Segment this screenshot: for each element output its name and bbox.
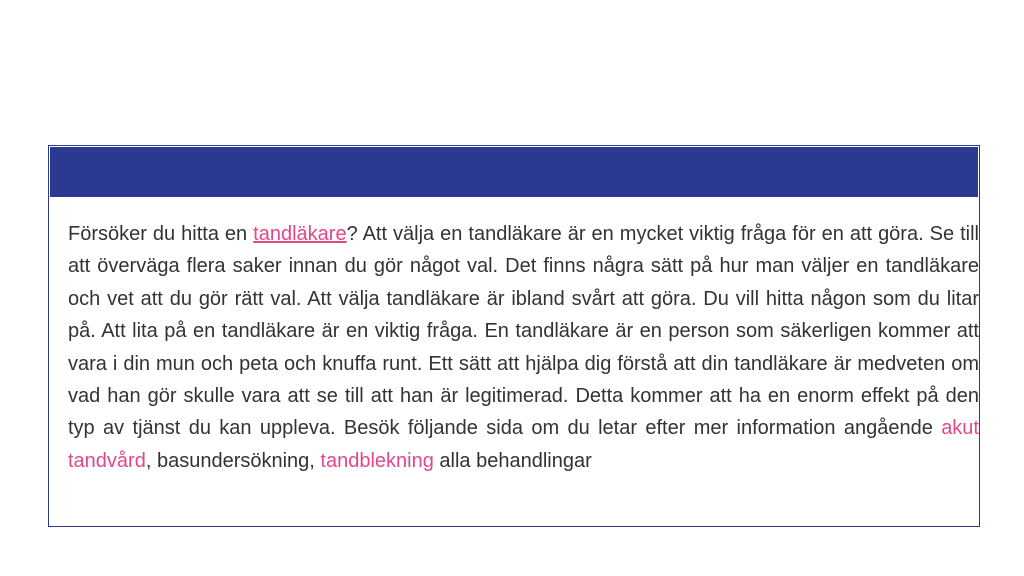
article-text-3: , basundersökning, [145, 449, 321, 472]
content-card [48, 145, 980, 527]
article-body [68, 218, 979, 477]
link-tandlakare[interactable]: tandläkare [253, 223, 347, 245]
link-tandblekning[interactable]: tandblekning [320, 449, 434, 472]
article-text-4: alla behandlingar [433, 449, 592, 472]
header-bar [50, 147, 978, 197]
article-text-1: Försöker du hitta en [68, 223, 254, 245]
link-akut-tandvard[interactable]: akut tandvård [68, 417, 979, 472]
article-text-2: ? Att välja en tandläkare är en mycket viktig fråga för en att göra. Se till att överväga flera saker innan du gör något val. Det finns några sätt på hur man väljer en tandläkare och vet att du gör rätt val. Att välja tandläkare är ibland svårt att göra. Du vill hitta någon som du litar på. Att lita på en tandläkare är en viktig fråga. En tandläkare är en person som säkerligen kommer att vara i din mun och peta och knuffa runt. Ett sätt att hjälpa dig förstå att din tandläkare är medveten om vad han gör skulle vara att se till att han är legitimerad. Detta kommer att ha en enorm effekt på den typ av tjänst du kan uppleva. Besök följande sida om du letar efter mer information angående [68, 223, 979, 440]
